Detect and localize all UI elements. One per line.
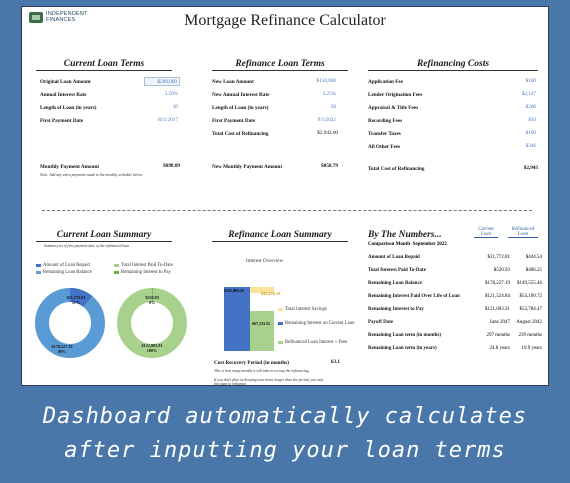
bar1-label: $121,003.31 <box>224 288 244 293</box>
interest-rate-input[interactable]: 3.50% <box>164 91 178 97</box>
table-row: Remaining Interest to Pay $121,003.31 $53,784.47 <box>368 306 542 312</box>
cost-row-0: Application Fee $100 <box>368 78 536 85</box>
first-payment-input[interactable]: 10/1/2017 <box>156 117 178 123</box>
legend-interest-remaining: Remaining Interest to Pay <box>114 270 171 275</box>
current-note: Note: Add any extra payments made to the monthly schedule below. <box>40 173 143 177</box>
transfer-tax-input[interactable]: $100 <box>525 130 536 136</box>
table-row: Remaining Interest Paid Over Life of Loan $121,524.84 $54,190.72 <box>368 293 542 299</box>
new-first-payment-input[interactable]: 9/1/2022 <box>317 117 336 123</box>
costs-total-row: Total Cost of Refinancing $2,943 <box>368 165 538 172</box>
donut1-big-label: $178,227.19 89% <box>51 344 73 354</box>
loan-amount-input[interactable]: $200,000 <box>144 77 180 86</box>
new-loan-length-input[interactable]: 20 <box>330 104 336 110</box>
refi-row-2: Length of Loan (in years) 20 <box>212 104 336 111</box>
recovery-note: This is how many months it will take to recoup the refinancing. <box>214 369 310 373</box>
legend-remaining-current: Remaining Interest on Current Loan <box>278 321 358 326</box>
refi-total-row: Total Cost of Refinancing $2,943.00 <box>212 130 338 137</box>
recording-fee-input[interactable]: $50 <box>528 117 536 123</box>
bar-refi-interest <box>250 311 274 351</box>
page-title: Mortgage Refinance Calculator <box>184 12 386 29</box>
current-monthly-row: Monthly Payment Amount $898.09 <box>40 163 180 170</box>
legend-repaid: Amount of Loan Repaid <box>36 263 90 268</box>
legend-swatch <box>36 264 41 267</box>
other-fees-input[interactable]: $346 <box>525 143 536 149</box>
legend-swatch <box>278 341 283 344</box>
legend-interest-paid: Total Interest Paid To-Date <box>114 263 173 268</box>
current-summary-subtitle: Summary as of first payment date of the refinanced loan <box>44 244 130 248</box>
donut1-small-label: $21,772.81 11% <box>66 295 86 305</box>
cost-row-5: All Other Fees $346 <box>368 143 536 150</box>
table-row: Remaining Loan term (in years) 24.8 years 19.9 years <box>368 345 542 351</box>
section-divider <box>42 210 532 211</box>
new-loan-amount-input[interactable]: $150,000 <box>316 78 336 84</box>
plan-note: If you don't plan on keeping your home longer than the period, you may not want to refinance. <box>214 378 324 386</box>
current-terms-heading: Current Loan Terms <box>36 59 172 71</box>
legend-savings: Total Interest Savings <box>278 307 327 312</box>
cost-row-3: Recording Fees $50 <box>368 117 536 124</box>
interest-overview-title: Interest Overview <box>246 258 284 264</box>
refi-summary-heading: Refinance Loan Summary <box>212 230 348 242</box>
cost-row-1: Lender Origination Fees $2,147 <box>368 91 536 98</box>
legend-swatch <box>114 264 119 267</box>
cost-row-2: Appraisal & Title Fees $200 <box>368 104 536 111</box>
table-row: Payoff Date June 2047 August 2042 <box>368 319 542 325</box>
donut2-small-label: $520.93 0% <box>145 295 159 305</box>
caption-line-1: Dashboard automatically calculates <box>42 404 528 429</box>
legend-swatch <box>36 271 41 274</box>
table-row: Amount of Loan Repaid $21,772.81 $444.54 <box>368 254 542 260</box>
donut2-big-label: $122,005.91 100% <box>141 343 163 353</box>
col-refi-header: Refinanced Loan <box>508 227 538 238</box>
refi-monthly-row: New Monthly Payment Amount $850.79 <box>212 163 338 170</box>
current-row-3: First Payment Date 10/1/2017 <box>40 117 178 124</box>
table-row: Total Interest Paid To-Date $520.93 $406.25 <box>368 267 542 273</box>
legend-swatch <box>114 271 119 274</box>
dashboard-sheet <box>21 6 549 386</box>
legend-balance: Remaining Loan Balance <box>36 270 92 275</box>
refi-row-0: New Loan Amount $150,000 <box>212 78 336 85</box>
legend-refi-interest: Refinanced Loan Interest + Fees <box>278 340 347 345</box>
refi-row-1: New Annual Interest Rate 3.25% <box>212 91 336 98</box>
legend-swatch <box>278 322 283 325</box>
col-current-header: Current Loan <box>474 227 498 238</box>
origination-fee-input[interactable]: $2,147 <box>521 91 536 97</box>
current-row-2: Length of Loan (in years) 30 <box>40 104 178 111</box>
new-interest-rate-input[interactable]: 3.25% <box>322 91 336 97</box>
appraisal-fee-input[interactable]: $200 <box>525 104 536 110</box>
recovery-row: Cost Recovery Period (in months) 63.1 <box>214 359 340 366</box>
bar2-label: $67,133.52 <box>252 321 270 326</box>
legend-swatch <box>278 308 283 311</box>
refi-costs-heading: Refinancing Costs <box>368 59 538 71</box>
brand-logo: INDEPENDENT FINANCES <box>29 12 88 23</box>
current-row-1: Annual Interest Rate 3.50% <box>40 91 178 98</box>
application-fee-input[interactable]: $100 <box>525 78 536 84</box>
caption-line-2: after inputting your loan terms <box>64 438 506 463</box>
refi-row-3: First Payment Date 9/1/2022 <box>212 117 336 124</box>
table-row: Remaining Loan term (in months) 297 months 239 months <box>368 332 542 338</box>
bar-current-interest <box>224 287 250 351</box>
numbers-heading: By The Numbers... <box>368 230 442 240</box>
current-row-0: Original Loan Amount $200,000 <box>40 77 180 86</box>
comparison-month: Comparison Month September 2022 <box>368 242 447 247</box>
current-summary-heading: Current Loan Summary <box>36 230 172 242</box>
loan-length-input[interactable]: 30 <box>172 104 178 110</box>
table-row: Remaining Loan Balance $178,227.19 $149,555.46 <box>368 280 542 286</box>
refi-terms-heading: Refinance Loan Terms <box>212 59 348 71</box>
cost-row-4: Transfer Taxes $100 <box>368 130 536 137</box>
savings-label: $43,870.19 <box>261 291 281 296</box>
